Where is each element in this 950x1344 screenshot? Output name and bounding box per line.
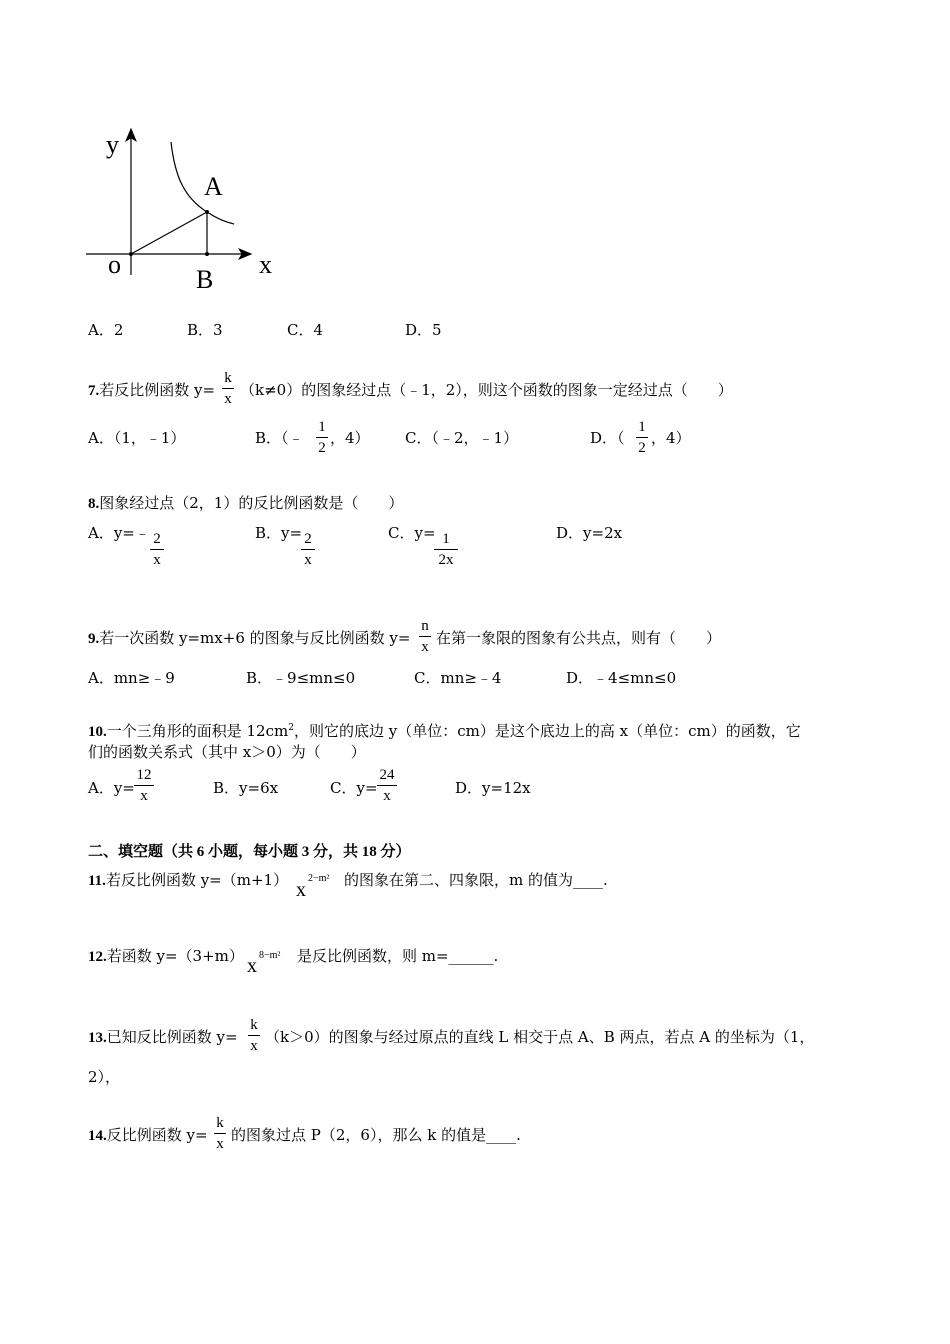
q10-line1-pre: 一个三角形的面积是 12cm <box>106 722 289 740</box>
q7-frac-num: k <box>224 370 232 386</box>
label-o: o <box>108 250 121 279</box>
q13-fraction <box>248 1016 260 1055</box>
q8-option-d: D．y=2x <box>556 524 623 542</box>
q7-option-a: A．（1，﹣1） <box>88 429 186 447</box>
q7-frac-den: x <box>224 391 232 407</box>
q14-pre: 反比例函数 y= <box>106 1126 208 1144</box>
q12-base-x: x <box>247 955 257 977</box>
q8-number: 8. <box>88 496 100 512</box>
q12-exponent: 8−m² <box>259 950 281 961</box>
q7-optd-num: 1 <box>638 419 646 435</box>
q7-optd-den: 2 <box>638 440 646 456</box>
q6-option-c: C．4 <box>287 321 324 339</box>
coordinate-figure <box>0 0 300 300</box>
q8-option-b-fraction <box>301 530 315 569</box>
q9-frac-num: n <box>421 618 429 634</box>
q10-option-a-fraction <box>134 766 154 805</box>
q10-line2: 们的函数关系式（其中 x＞0）为（ ） <box>88 743 366 761</box>
q7-optb-num: 1 <box>318 419 326 435</box>
q14-fraction <box>214 1114 226 1153</box>
q9-number: 9. <box>88 631 100 647</box>
q7-number: 7. <box>88 383 100 399</box>
q9-option-d: D．﹣4≤mn≤0 <box>566 669 677 687</box>
q13-post: （k＞0）的图象与经过原点的直线 L 相交于点 A、B 两点，若点 A 的坐标为（1， <box>265 1028 815 1046</box>
q11-pre: 若反比例函数 y=（m+1） <box>105 871 289 889</box>
q14-stem <box>88 1125 208 1146</box>
q8-opta-den: x <box>153 552 161 568</box>
q13-frac-num: k <box>250 1017 258 1033</box>
section-2-heading: 二、填空题（共 6 小题，每小题 3 分，共 18 分） <box>88 844 411 860</box>
q10-option-a: A．y= <box>88 779 135 797</box>
q9-post: 在第一象限的图象有公共点，则有（ ） <box>436 629 722 647</box>
q11-base-x: x <box>296 879 306 901</box>
q8-option-c: C．y= <box>388 524 436 542</box>
q10-opta-num: 12 <box>136 767 152 783</box>
label-b: B <box>196 265 214 294</box>
q10-number: 10. <box>88 724 107 740</box>
q7-option-c: C．（﹣2，﹣1） <box>405 429 519 447</box>
q8-option-c-fraction <box>434 530 458 569</box>
label-y: y <box>106 130 119 159</box>
q10-optc-den: x <box>383 788 391 804</box>
q12-pre: 若函数 y=（3+m） <box>106 947 244 965</box>
q10-option-c-fraction <box>377 766 397 805</box>
q8-option-a-fraction <box>150 530 164 569</box>
q8-optb-num: 2 <box>304 531 312 547</box>
q8-option-b: B．y= <box>255 524 303 542</box>
q12-number: 12. <box>88 949 107 965</box>
hyperbola-curve <box>171 142 234 224</box>
segment-oa <box>131 212 207 254</box>
label-x: x <box>259 250 272 279</box>
q8-optb-den: x <box>304 552 312 568</box>
point-b <box>205 252 209 256</box>
q13-frac-den: x <box>250 1038 258 1054</box>
q13-pre: 已知反比例函数 y= <box>106 1028 238 1046</box>
q11-exponent: 2−m² <box>308 873 330 884</box>
q7-pre: 若反比例函数 y= <box>99 381 216 399</box>
q13-stem <box>88 1027 238 1048</box>
label-a: A <box>204 172 223 201</box>
q8-optc-num: 1 <box>442 531 450 547</box>
q7-optb-den: 2 <box>318 440 326 456</box>
q8-optc-den: 2x <box>438 552 454 568</box>
q9-fraction <box>419 617 431 656</box>
q11-post: 的图象在第二、四象限，m 的值为____. <box>344 871 608 889</box>
q9-option-c: C．mn≥﹣4 <box>414 669 502 687</box>
q10-option-b: B．y=6x <box>213 779 279 797</box>
q13-number: 13. <box>88 1030 107 1046</box>
q6-option-b: B．3 <box>187 321 223 339</box>
q13-line2: 2）， <box>88 1068 121 1086</box>
q7-stem <box>88 380 215 401</box>
q9-stem <box>88 628 410 649</box>
q7-option-b-pre: B．（﹣ <box>255 429 304 447</box>
q10-opta-den: x <box>140 788 148 804</box>
q12-post: 是反比例函数，则 m=______. <box>297 947 499 965</box>
point-o <box>129 252 133 256</box>
q7-fraction <box>222 369 234 408</box>
q10-option-d: D．y=12x <box>455 779 531 797</box>
q14-frac-den: x <box>216 1136 224 1152</box>
q11-stem <box>88 870 288 891</box>
q6-option-a: A．2 <box>88 321 124 339</box>
q10-optc-num: 24 <box>379 767 395 783</box>
q10-line1-post: ，则它的底边 y（单位：cm）是这个底边上的高 x（单位：cm）的函数，它 <box>293 722 801 740</box>
q6-option-d: D．5 <box>405 321 442 339</box>
q10-line1 <box>88 718 801 742</box>
q12-stem <box>88 946 244 967</box>
q7-option-b-fraction <box>316 418 328 457</box>
q7-option-d-pre: D．（ <box>590 429 625 447</box>
q14-frac-num: k <box>216 1115 224 1131</box>
q7-option-d-fraction <box>636 418 648 457</box>
q14-post: 的图象过点 P（2，6），那么 k 的值是____. <box>231 1126 521 1144</box>
q11-number: 11. <box>88 873 106 889</box>
q10-sup: 2 <box>288 723 294 733</box>
point-a <box>205 210 209 214</box>
q7-option-b-post: ，4） <box>330 429 370 447</box>
q9-pre: 若一次函数 y=mx+6 的图象与反比例函数 y= <box>99 629 411 647</box>
q14-number: 14. <box>88 1128 107 1144</box>
q9-frac-den: x <box>421 639 429 655</box>
q8-stem <box>88 493 403 514</box>
q9-option-b: B．﹣9≤mn≤0 <box>246 669 356 687</box>
q8-opta-num: 2 <box>153 531 161 547</box>
q7-option-d-post: ，4） <box>651 429 691 447</box>
q10-option-c: C．y= <box>330 779 378 797</box>
q8-option-a: A．y=﹣ <box>88 524 150 542</box>
q8-text: 图象经过点（2，1）的反比例函数是（ ） <box>99 494 404 512</box>
q9-option-a: A．mn≥﹣9 <box>88 669 175 687</box>
q7-post: （k≠0）的图象经过点（﹣1，2），则这个函数的图象一定经过点（ ） <box>240 381 733 399</box>
